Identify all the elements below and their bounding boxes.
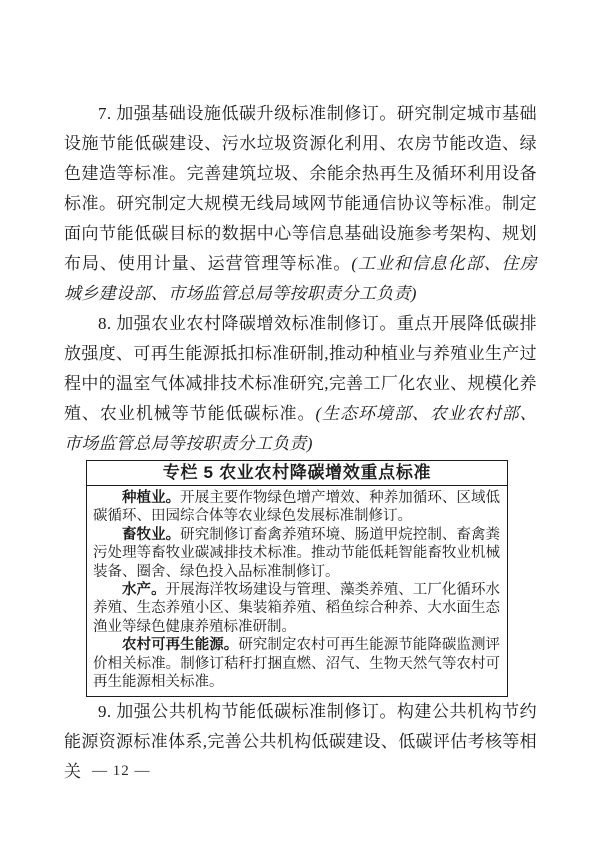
paragraph-7 xyxy=(64,99,537,309)
box-item-rural-renewable-energy xyxy=(93,636,500,691)
paragraph-8-body: 8. 加强农业农村降碳增效标准制修订。重点开展降低碳排放强度、可再生能源抵扣标准研制,推动种植业与养殖业生产过程中的温室气体减排技术标准研究,完善工厂化农业、规模化养殖、农业机械等节能低碳标准。 xyxy=(64,314,537,423)
box-item-livestock-text: 研究制修订畜禽养殖环境、肠道甲烷控制、畜禽粪污处理等畜牧业碳减排技术标准。推动节能低耗智能畜牧业机械装备、圈舍、绿色投入品标准制修订。 xyxy=(93,526,501,580)
box-item-aquaculture xyxy=(93,581,500,636)
box-item-aquaculture-lead: 水产。 xyxy=(122,582,166,599)
box-item-rural-renewable-energy-text: 研究制定农村可再生能源节能降碳监测评价相关标准。制修订秸秆打捆直燃、沼气、生物天然气等农村可再生能源相关标准。 xyxy=(93,637,501,691)
box-item-planting-text: 开展主要作物绿色增产增效、种养加循环、区域低碳循环、田园综合体等农业绿色发展标准制修订。 xyxy=(93,490,501,525)
page-number: — 12 — xyxy=(92,763,151,779)
box-item-planting xyxy=(93,489,500,526)
box-item-aquaculture-text: 开展海洋牧场建设与管理、藻类养殖、工厂化循环水养殖、生态养殖小区、集装箱养殖、稻鱼综合种养、大水面生态渔业等绿色健康养殖标准研制。 xyxy=(93,582,501,635)
paragraph-8 xyxy=(64,309,537,459)
box-item-livestock xyxy=(93,526,500,581)
document-content xyxy=(64,99,537,787)
column-5-box xyxy=(86,460,508,697)
box-item-planting-lead: 种植业。 xyxy=(122,490,181,506)
paragraph-8-dept-attribution: (生态环境部、农业农村部、市场监管总局等按职责分工负责) xyxy=(64,404,537,453)
paragraph-9-body: 9. 加强公共机构节能低碳标准制修订。构建公共机构节约能源资源标准体系,完善公共机构低碳建设、低碳评估考核等相关 xyxy=(64,702,537,782)
column-5-box-title: 专栏 5 农业农村降碳增效重点标准 xyxy=(87,461,507,486)
paragraph-7-body: 7. 加强基础设施低碳升级标准制修订。研究制定城市基础设施节能低碳建设、污水垃圾资源化利用、农房节能改造、绿色建造等标准。完善建筑垃圾、余能余热再生及循环利用设备标准。研究制定大规模无线局域网节能通信协议等标准。制定面向节能低碳目标的数据中心等信息基础设施参考架构、规划布局、使用计量、运营管理等标准。 xyxy=(64,104,537,273)
box-item-rural-renewable-energy-lead: 农村可再生能源。 xyxy=(122,637,239,654)
column-5-box-body xyxy=(87,486,507,696)
box-item-livestock-lead: 畜牧业。 xyxy=(122,526,181,543)
paragraph-7-dept-attribution: (工业和信息化部、住房城乡建设部、市场监管总局等按职责分工负责) xyxy=(64,254,537,303)
